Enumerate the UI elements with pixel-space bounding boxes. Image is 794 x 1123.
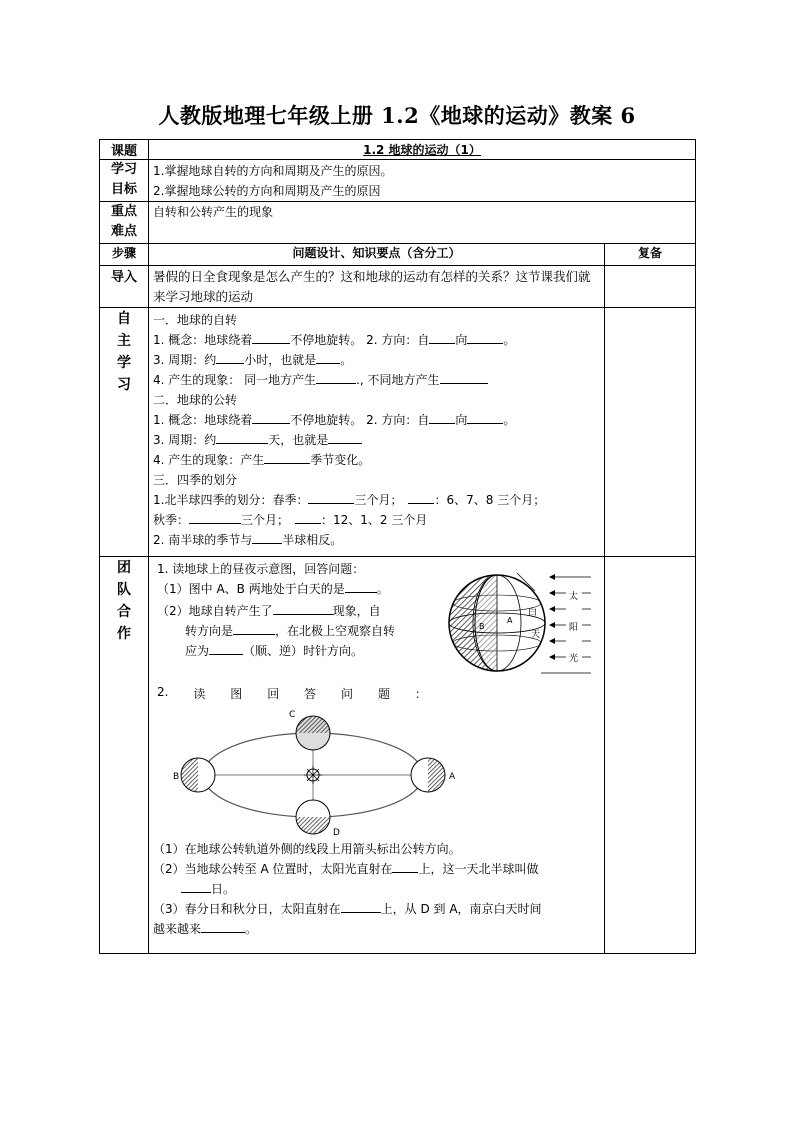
s2-line-1: 1. 概念：地球绕着 不停地旋转。 2. 方向：自 向 。	[153, 413, 516, 427]
keypoints-label-2: 难点	[110, 224, 137, 239]
s3-line-2: 秋季： 三个月； ：12、1、2 三个月	[153, 513, 428, 527]
q2-title: 2. 读 图 回 答 问 题 ：	[157, 685, 427, 701]
self-study-char-3: 学	[117, 355, 131, 371]
q2-part-2b: 日。	[153, 879, 600, 899]
self-study-label	[100, 308, 149, 557]
team-char-2: 队	[117, 582, 131, 598]
review-col-header: 复备	[605, 244, 696, 266]
orbit-label-d: D	[333, 828, 340, 838]
q1-part-4: 应为 （顺、逆）时针方向。	[185, 644, 364, 658]
globe-label-day-2: 天	[531, 630, 541, 640]
s1-line-1: 1. 概念：地球绕着 不停地旋转。 2. 方向：自 向 。	[153, 333, 516, 347]
team-char-1: 团	[117, 560, 131, 576]
day-night-globe-figure	[445, 563, 595, 685]
s1-line-2: 3. 周期：约 小时，也就是 。	[153, 353, 353, 367]
keypoints-value: 自转和公转产生的现象	[153, 205, 274, 219]
s2-heading: 二．地球的公转	[153, 393, 238, 407]
team-label	[100, 557, 149, 954]
self-study-row	[100, 308, 696, 557]
q2-part-3b: 越来越来 。	[153, 922, 258, 936]
keypoints-row	[100, 202, 696, 244]
intro-text: 暑假的日全食现象是怎么产生的？这和地球的运动有怎样的关系？这节课我们就来学习地球的运动	[153, 268, 591, 304]
topic-value: 1.2 地球的运动（1）	[363, 143, 481, 157]
goals-row	[100, 160, 696, 202]
globe-label-b: B	[479, 622, 485, 631]
self-study-char-2: 主	[117, 333, 131, 349]
topic-label: 课题	[100, 140, 149, 160]
self-study-char-1: 自	[117, 311, 131, 327]
goal-item-2: 2.掌握地球公转的方向和周期及产生的原因	[153, 183, 381, 198]
q2-part-3: （3）春分日和秋分日，太阳直射在 上，从 D 到 A，南京白天时间	[153, 902, 542, 916]
s3-line-1: 1.北半球四季的划分：春季： 三个月； ：6、7、8 三个月；	[153, 493, 546, 507]
s3-line-3: 2. 南半球的季节与 半球相反。	[153, 533, 343, 547]
lesson-plan-table	[99, 139, 696, 954]
sunlight-label-2: 阳	[569, 623, 579, 633]
s2-line-3: 4. 产生的现象：产生 季节变化。	[153, 453, 371, 467]
orbit-label-b: B	[173, 772, 180, 782]
orbit-label-a: A	[449, 772, 456, 782]
team-char-3: 合	[117, 604, 131, 620]
content-col-header: 问题设计、知识要点（含分工）	[149, 244, 605, 266]
topic-row	[100, 140, 696, 160]
self-study-char-4: 习	[117, 377, 131, 393]
s3-heading: 三．四季的划分	[153, 473, 238, 487]
goals-label-1: 学习	[110, 162, 137, 177]
keypoints-label-1: 重点	[110, 204, 137, 219]
s1-heading: 一．地球的自转	[153, 313, 238, 327]
steps-col-header: 步骤	[100, 244, 149, 266]
q1-part-1: （1）图中 A、B 两地处于白天的是 。	[157, 582, 389, 596]
earth-orbit-figure	[153, 705, 473, 839]
s2-line-2: 3. 周期：约 天，也就是	[153, 430, 600, 450]
team-char-4: 作	[117, 626, 131, 642]
q2-part-1: （1）在地球公转轨道外侧的线段上用箭头标出公转方向。	[153, 842, 461, 856]
intro-label: 导入	[100, 266, 149, 308]
sunlight-label-3: 光	[569, 654, 579, 664]
orbit-label-c: C	[289, 710, 296, 720]
document-title: 人教版地理七年级上册 1.2《地球的运动》教案 6	[158, 103, 636, 128]
q2-part-2: （2）当地球公转至 A 位置时，太阳光直射在 上，这一天北半球叫做	[153, 862, 539, 876]
sunlight-label-1: 太	[569, 592, 579, 602]
globe-label-a: A	[507, 616, 513, 625]
team-row	[100, 557, 696, 954]
globe-label-day-1: 白	[528, 608, 538, 618]
goal-item-1: 1.掌握地球自转的方向和周期及产生的原因。	[153, 163, 393, 178]
s1-line-3: 4. 产生的现象： 同一地方产生 ., 不同地方产生	[153, 370, 600, 390]
steps-header-row	[100, 244, 696, 266]
q1-part-3: 转方向是 ，在北极上空观察自转	[185, 624, 396, 638]
q1-title: 1. 读地球上的昼夜示意图，回答问题：	[157, 562, 365, 576]
q1-part-2: （2）地球自转产生了 现象，自	[157, 604, 381, 618]
goals-label-2: 目标	[110, 182, 137, 197]
intro-row	[100, 266, 696, 308]
